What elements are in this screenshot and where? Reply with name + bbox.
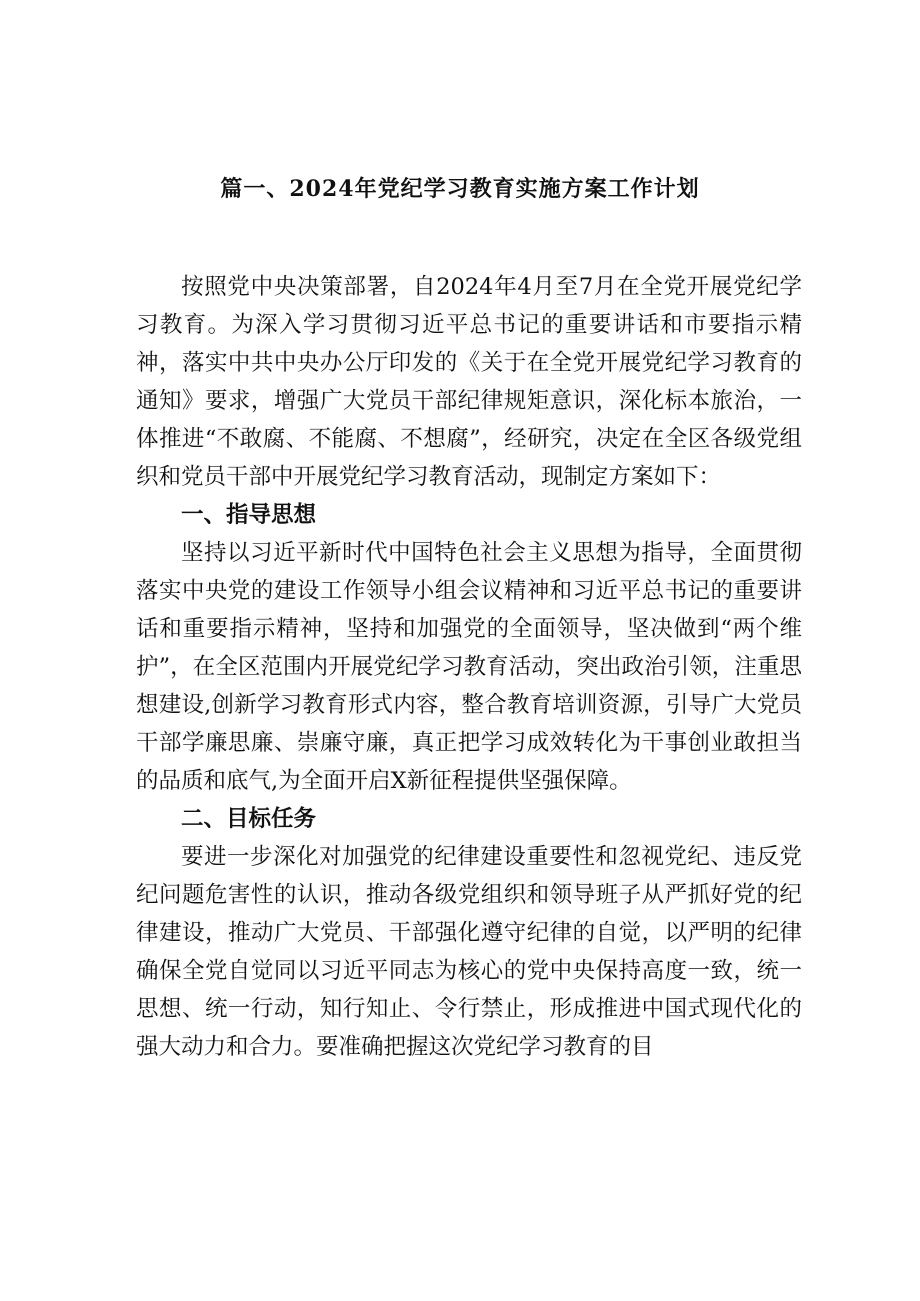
document-body [136,268,802,1066]
intro-paragraph: 按照党中央决策部署，自2024年4月至7月在全党开展党纪学习教育。为深入学习贯彻习近平总书记的重要讲话和市要指示精神，落实中共中央办公厅印发的《关于在全党开展党纪学习教育的通知》要求，增强广大党员干部纪律规矩意识，深化标本旅治，一体推进“不敢腐、不能腐、不想腐”，经研究，决定在全区各级党组织和党员干部中开展党纪学习教育活动，现制定方案如下： [136,274,802,490]
guiding-thought-paragraph: 坚持以习近平新时代中国特色社会主义思想为指导，全面贯彻落实中央党的建设工作领导小组会议精神和习近平总书记的重要讲话和重要指示精神，坚持和加强党的全面领导，坚决做到“两个维护”，在全区范围内开展党纪学习教育活动，突出政治引领，注重思想建设,创新学习教育形式内容，整合教育培训资源，引导广大党员干部学廉思廉、崇廉守廉，真正把学习成效转化为干事创业敢担当的品质和底气,为全面开启X新征程提供坚强保障。 [136,540,802,794]
section-heading-goals-tasks: 二、目标任务 [181,806,317,832]
document-title: 篇一、2024年党纪学习教育实施方案工作计划 [220,176,700,202]
section-heading-guiding-thought: 一、指导思想 [181,502,317,528]
goals-tasks-paragraph: 要进一步深化对加强党的纪律建设重要性和忽视党纪、违反党纪问题危害性的认识，推动各级党组织和领导班子从严抓好党的纪律建设，推动广大党员、干部强化遵守纪律的自觉，以严明的纪律确保全党自觉同以习近平同志为核心的党中央保持高度一致，统一思想、统一行动，知行知止、令行禁止，形成推进中国式现代化的强大动力和合力。要准确把握这次党纪学习教育的目 [136,844,802,1060]
